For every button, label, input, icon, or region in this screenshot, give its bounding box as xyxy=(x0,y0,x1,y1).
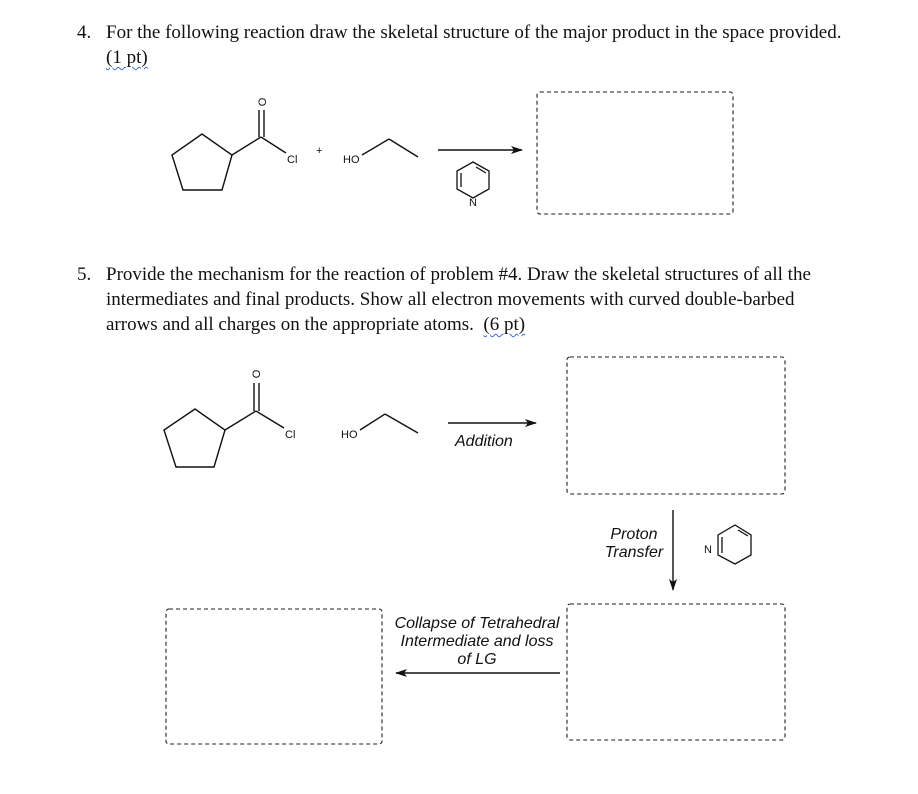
addition-label: Addition xyxy=(455,433,513,450)
collapse-label xyxy=(390,615,564,669)
question-5-line1: Provide the mechanism for the reaction of problem #4. Draw the skeletal structures of all the xyxy=(106,264,811,285)
plus-sign-q4: + xyxy=(316,145,323,157)
chlorine-label-q4: Cl xyxy=(287,154,298,166)
question-5-number: 5. xyxy=(77,264,92,285)
intermediate-1-box[interactable] xyxy=(567,357,785,494)
proton-transfer-label xyxy=(603,526,665,562)
oxygen-label-q5: O xyxy=(251,369,263,379)
proton-transfer-label-line2: Transfer xyxy=(604,544,664,561)
question-5-line3-text: arrows and all charges on the appropriate atoms. xyxy=(106,314,474,335)
pyridine-structure-q5 xyxy=(718,525,751,564)
proton-transfer-label-line1: Proton xyxy=(610,526,658,543)
question-4-points: (1 pt) xyxy=(106,47,148,68)
acyl-chloride-structure-q5 xyxy=(164,383,284,467)
question-4-line1: For the following reaction draw the skeletal structure of the major product in the space provided. xyxy=(106,22,842,43)
collapse-label-line3: of LG xyxy=(457,651,497,668)
hydroxyl-label-q5: HO xyxy=(341,429,358,441)
oxygen-label-q4: O xyxy=(257,97,269,107)
ethanol-structure-q5 xyxy=(360,414,418,433)
hydroxyl-label-q4: HO xyxy=(343,154,360,166)
intermediate-2-box[interactable] xyxy=(567,604,785,740)
ethanol-structure-q4 xyxy=(362,139,418,157)
question-5-line2: intermediates and final products. Show all electron movements with curved double-barbed xyxy=(106,289,795,310)
question-4-number: 4. xyxy=(77,22,92,43)
chlorine-label-q5: Cl xyxy=(285,429,296,441)
collapse-label-line2: Intermediate and loss xyxy=(400,633,554,650)
nitrogen-label-q4: N xyxy=(469,197,477,209)
nitrogen-label-q5: N xyxy=(704,544,712,556)
collapse-label-line1: Collapse of Tetrahedral xyxy=(394,615,560,632)
final-products-box[interactable] xyxy=(166,609,382,744)
product-answer-box-q4[interactable] xyxy=(537,92,733,214)
pyridine-structure-q4 xyxy=(457,162,489,198)
question-5-points: (6 pt) xyxy=(483,314,526,335)
acyl-chloride-structure-q4 xyxy=(172,110,286,190)
